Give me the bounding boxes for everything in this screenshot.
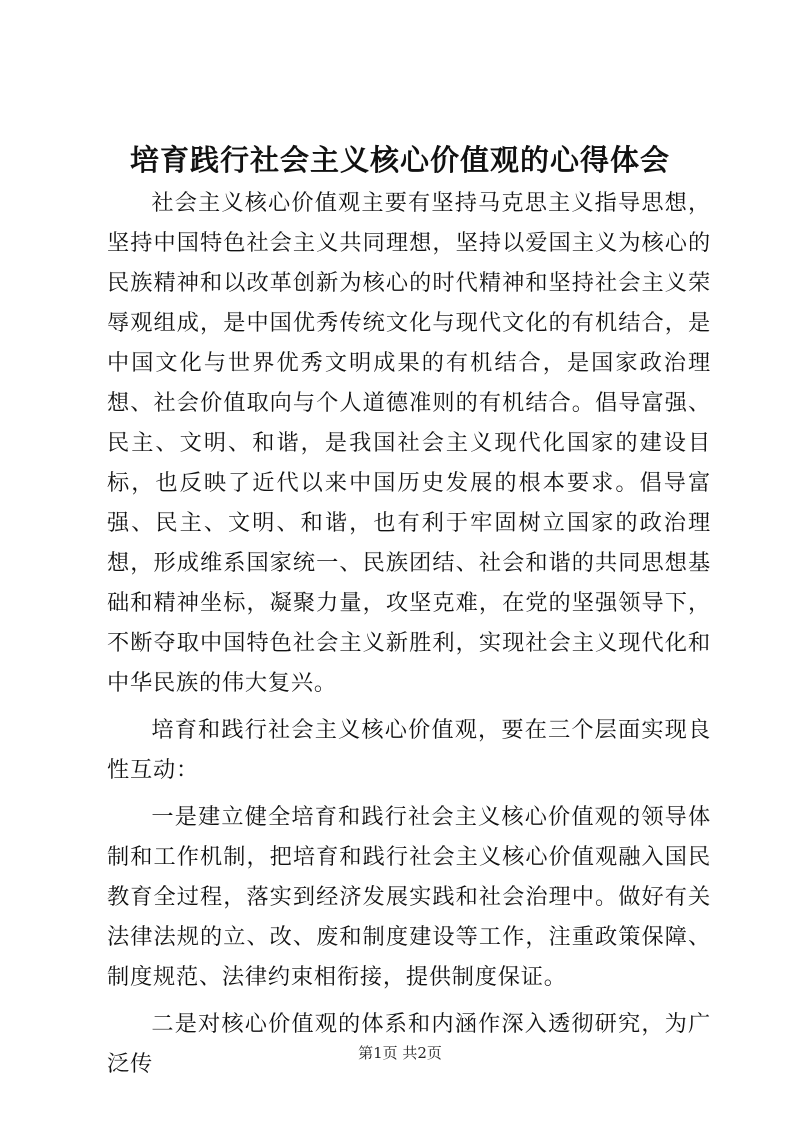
paragraph-1: 社会主义核心价值观主要有坚持马克思主义指导思想，坚持中国特色社会主义共同理想，坚持以爱国主义为核心的民族精神和以改革创新为核心的时代精神和坚持社会主义荣辱观组成，是中国优秀传统文化与现代文化的有机结合，是中国文化与世界优秀文明成果的有机结合，是国家政治理想、社会价值取向与个人道德准则的有机结合。倡导富强、民主、文明、和谐，是我国社会主义现代化国家的建设目标，也反映了近代以来中国历史发展的根本要求。倡导富强、民主、文明、和谐，也有利于牢固树立国家的政治理想，形成维系国家统一、民族团结、社会和谐的共同思想基础和精神坐标，凝聚力量，攻坚克难，在党的坚强领导下，不断夺取中国特色社会主义新胜利，实现社会主义现代化和中华民族的伟大复兴。	[107, 190, 711, 696]
paragraph-3: 一是建立健全培育和践行社会主义核心价值观的领导体制和工作机制，把培育和践行社会主义核心价值观融入国民教育全过程，落实到经济发展实践和社会治理中。做好有关法律法规的立、改、废和制度建设等工作，注重政策保障、制度规范、法律约束相衔接，提供制度保证。	[107, 804, 711, 990]
page-footer: 第1页 共2页	[358, 1044, 442, 1062]
document-title: 培育践行社会主义核心价值观的心得体会	[129, 143, 670, 177]
paragraph-4: 二是对核心价值观的体系和内涵作深入透彻研究，为广泛传	[107, 1011, 711, 1077]
paragraph-2: 培育和践行社会主义核心价值观，要在三个层面实现良性互动：	[107, 717, 711, 783]
document-body	[107, 183, 711, 1091]
